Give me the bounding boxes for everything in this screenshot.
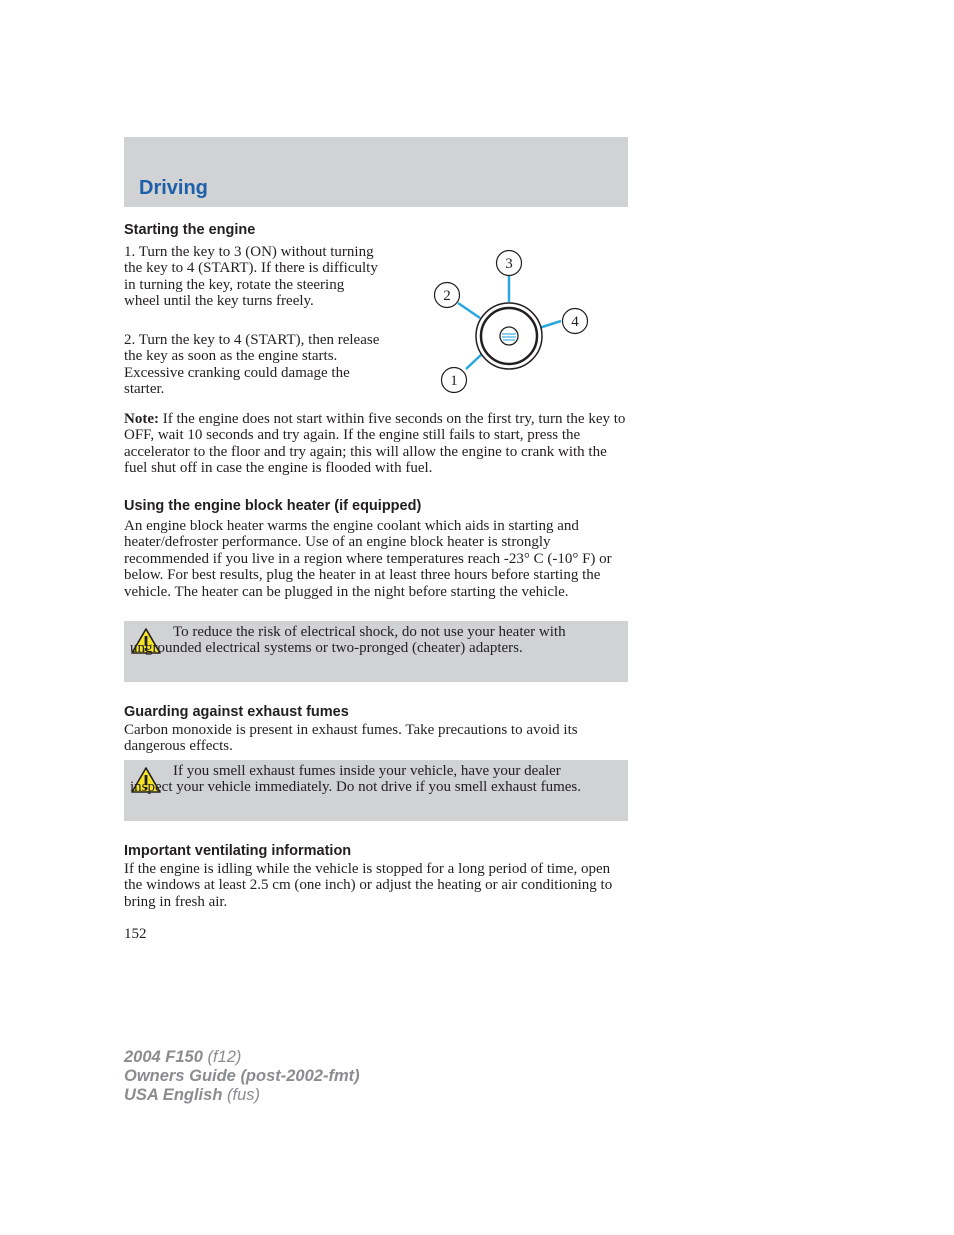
note-label: Note: — [124, 411, 159, 427]
footer-model: 2004 F150 — [124, 1048, 203, 1066]
key-cylinder-icon — [500, 327, 518, 345]
heading-starting-engine: Starting the engine — [124, 222, 256, 238]
section-header-band — [124, 137, 628, 207]
footer-guide: Owners Guide (post-2002-fmt) — [124, 1067, 360, 1085]
diagram-line-1 — [466, 353, 483, 369]
warning-text-electrical: To reduce the risk of electrical shock, do not use your heater with ungrounded electrical systems or two-pronged (cheater) adapters. — [130, 624, 566, 657]
document-footer — [124, 1048, 360, 1105]
diagram-label-4: 4 — [571, 314, 579, 330]
ignition-key-diagram — [420, 240, 600, 400]
step-1-text: 1. Turn the key to 3 (ON) without turning the key to 4 (START). If there is difficulty in turning the key, rotate the steering wheel until the key turns freely. — [124, 244, 378, 310]
warning-box-exhaust — [124, 760, 628, 821]
block-heater-body: An engine block heater warms the engine coolant which aids in starting and heater/defroster performance. Use of an engine block heater is strongly recommended if you live in a region where temperatures reach -23° C (-10° F) or below. For best results, plug the heater in at least three hours before starting the vehicle. The heater can be plugged in the night before starting the vehicle. — [124, 518, 612, 600]
footer-model-code: (f12) — [202, 1048, 242, 1066]
note-text: If the engine does not start within five seconds on the first try, turn the key to OFF, wait 10 seconds and try again. If the engine still fails to start, press the accelerator to the floor and try again; this will allow the engine to crank with the fuel shut off in case the engine is flooded with fuel. — [124, 411, 626, 477]
exhaust-body: Carbon monoxide is present in exhaust fumes. Take precautions to avoid its dangerous effects. — [124, 722, 578, 755]
warning-text-exhaust: If you smell exhaust fumes inside your vehicle, have your dealer inspect your vehicle immediately. Do not drive if you smell exhaust fumes. — [130, 763, 582, 796]
warning-box-electrical — [124, 621, 628, 682]
diagram-line-4 — [539, 321, 561, 328]
diagram-label-1: 1 — [450, 373, 458, 389]
diagram-line-2 — [458, 303, 480, 318]
note-paragraph — [124, 411, 628, 477]
heading-exhaust-fumes: Guarding against exhaust fumes — [124, 704, 349, 720]
footer-language: USA English — [124, 1086, 223, 1104]
diagram-label-3: 3 — [505, 256, 513, 272]
page-number: 152 — [124, 926, 147, 942]
heading-block-heater: Using the engine block heater (if equipped) — [124, 498, 422, 514]
step-2-text: 2. Turn the key to 4 (START), then release the key as soon as the engine starts. Excessive cranking could damage the starter. — [124, 332, 380, 398]
diagram-label-2: 2 — [443, 288, 451, 304]
ventilating-body: If the engine is idling while the vehicle is stopped for a long period of time, open the windows at least 2.5 cm (one inch) or adjust the heating or air conditioning to bring in fresh air. — [124, 861, 613, 910]
section-title: Driving — [139, 177, 208, 199]
heading-ventilating: Important ventilating information — [124, 843, 352, 859]
footer-language-code: (fus) — [222, 1086, 260, 1104]
